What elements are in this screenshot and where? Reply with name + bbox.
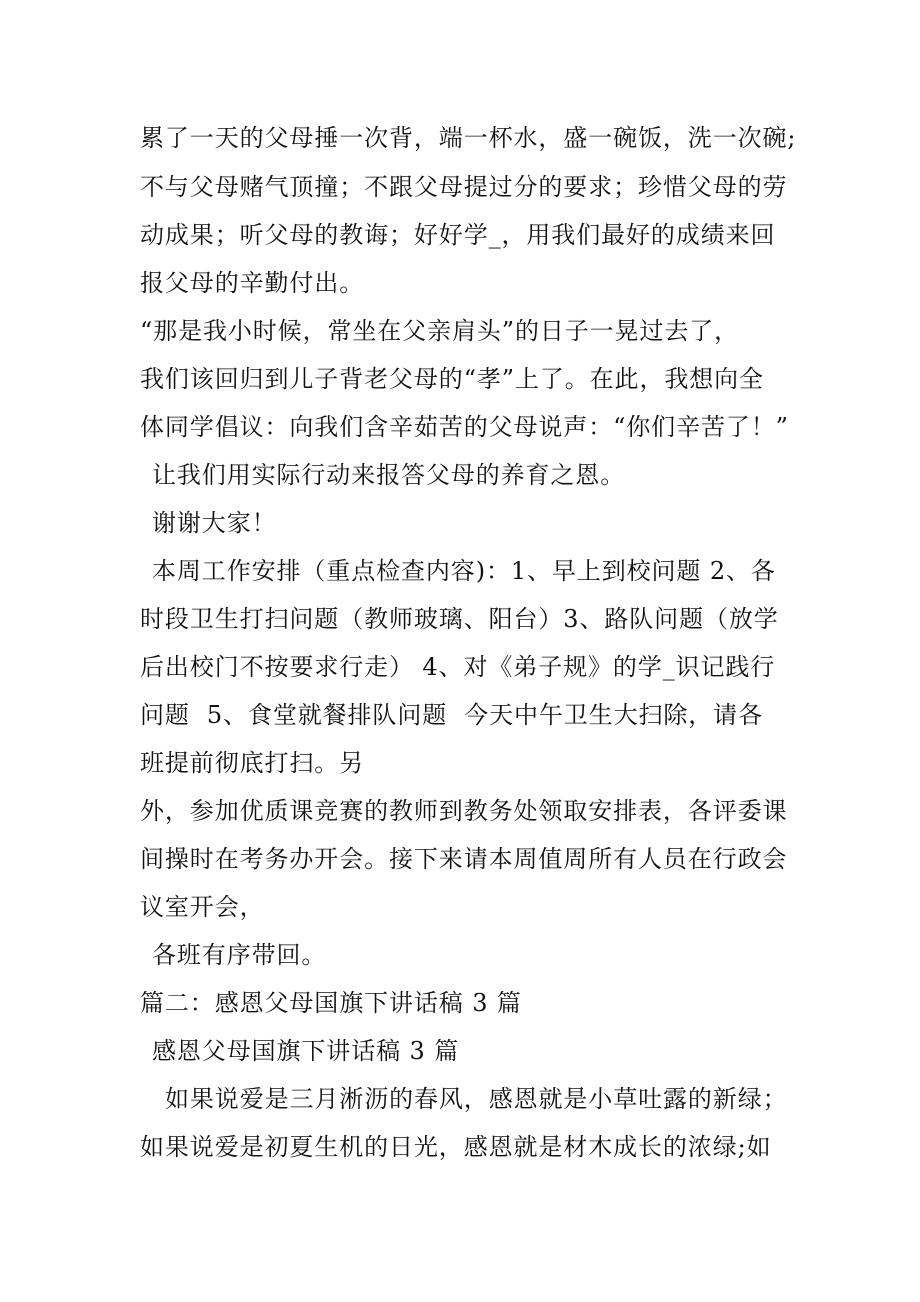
section-heading: 篇二：感恩父母国旗下讲话稿 3 篇 [140,989,522,1017]
text-line: 问题 5、食堂就餐排队问题 今天中午卫生大扫除，请各 [140,701,763,729]
text-line: 如果说爱是初夏生机的日光，感恩就是材木成长的浓绿;如 [140,1133,772,1161]
text-line: 本周工作安排（重点检查内容)：1、早上到校问题 2、各 [152,557,776,585]
text-line: “那是我小时候，常坐在父亲肩头”的日子一晃过去了， [140,317,740,345]
text-line: 后出校门不按要求行走） 4、对《弟子规》的学_识记践行 [140,653,776,681]
text-line: 让我们用实际行动来报答父母的养育之恩。 [152,461,626,489]
text-line: 间操时在考务办开会。接下来请本周值周所有人员在行政会 [140,845,788,873]
text-line: 外，参加优质课竞赛的教师到教务处领取安排表，各评委课 [140,797,788,825]
text-line: 如果说爱是三月淅沥的春风，感恩就是小草吐露的新绿； [165,1085,788,1113]
text-line: 报父母的辛勤付出。 [140,269,365,297]
text-line: 体同学倡议：向我们含辛茹苦的父母说声：“你们辛苦了！” [140,413,789,441]
text-line: 累了一天的父母捶一次背，端一杯水，盛一碗饭，洗一次碗; [140,124,797,152]
text-line: 时段卫生打扫问题（教师玻璃、阳台）3、路队问题（放学 [140,605,779,633]
speech-title: 感恩父母国旗下讲话稿 3 篇 [152,1037,460,1065]
text-line: 议室开会， [140,893,265,921]
text-line: 不与父母赌气顶撞；不跟父母提过分的要求；珍惜父母的劳 [140,173,788,201]
text-line: 我们该回归到儿子背老父母的“孝”上了。在此，我想向全 [140,365,764,393]
text-line: 班提前彻底打扫。另 [140,749,365,777]
text-line: 谢谢大家！ [152,509,277,537]
text-line: 各班有序带回。 [152,941,327,969]
text-line: 动成果；听父母的教诲；好好学_，用我们最好的成绩来回 [140,221,776,249]
